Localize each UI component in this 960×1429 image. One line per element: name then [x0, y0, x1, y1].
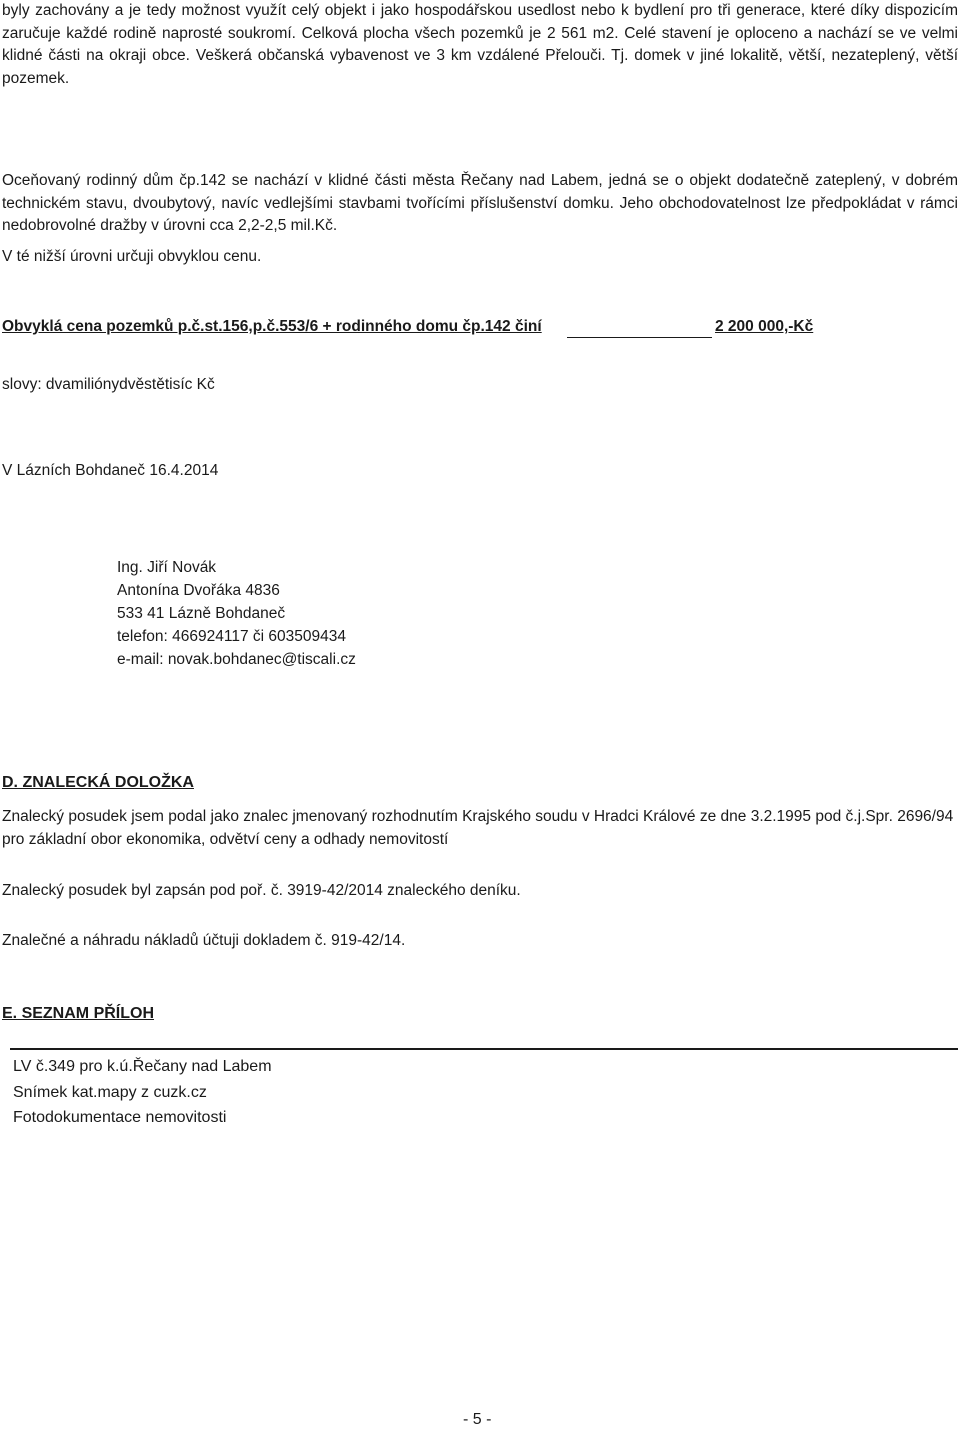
appraiser-phone: telefon: 466924117 či 603509434 — [117, 628, 346, 645]
price-label: Obvyklá cena pozemků p.č.st.156,p.č.553/6 + rodinného domu čp.142 činí — [2, 318, 542, 335]
section-d-body — [2, 806, 958, 851]
section-d-fees — [2, 930, 958, 953]
intro-section — [2, 0, 958, 90]
signature-block — [117, 556, 356, 671]
price-row — [2, 318, 832, 342]
intro-paragraph: byly zachovány a je tedy možnost využít celý objekt i jako hospodářskou usedlost nebo k bydlení pro tři generace, které díky dispozicím zaručuje každé rodině naprosté soukromí. Celková plocha všech pozemků je 2 561 m2. Celé stavení je oploceno a nachází se ve velmi klidné části na okraji obce. Veškerá občanská vybavenost ve 3 km vzdálené Přelouči. Tj. domek v jiné lokalitě, větší, nezateplený, větší pozemek. — [2, 2, 958, 87]
appraiser-name: Ing. Jiří Novák — [117, 559, 217, 576]
attachment-item: Fotodokumentace nemovitosti — [13, 1109, 227, 1126]
attachments-divider — [10, 1048, 958, 1050]
section-d-paragraph-1: Znalecký posudek jsem podal jako znalec jmenovaný rozhodnutím Krajského soudu v Hradci Králové ze dne 3.2.1995 pod č.j.Spr. 2696/94 pro základní obor ekonomika, odvětví ceny a odhady nemovitostí — [2, 808, 954, 848]
lower-level-statement: V té nižší úrovni určuji obvyklou cenu. — [2, 247, 262, 265]
place-date: V Lázních Bohdaneč 16.4.2014 — [2, 462, 219, 479]
price-in-words-block — [2, 374, 958, 397]
section-d-paragraph-2: Znalecký posudek byl zapsán pod poř. č. 3919-42/2014 znaleckého deníku. — [2, 882, 521, 899]
place-date-block — [2, 460, 958, 483]
attachment-item: Snímek kat.mapy z cuzk.cz — [13, 1083, 207, 1101]
appraiser-city: 533 41 Lázně Bohdaneč — [117, 605, 286, 622]
valuation-section — [2, 170, 958, 268]
section-e-heading: E. SEZNAM PŘÍLOH — [2, 1005, 155, 1022]
appraiser-email: e-mail: novak.bohdanec@tiscali.cz — [117, 651, 356, 668]
section-d-paragraph-3: Znalečné a náhradu nákladů účtuji dokladem č. 919-42/14. — [2, 932, 406, 949]
attachments-list — [13, 1054, 272, 1131]
section-d-registration — [2, 880, 958, 903]
attachment-item: LV č.349 pro k.ú.Řečany nad Labem — [13, 1058, 272, 1075]
price-in-words: slovy: dvamiliónydvěstětisíc Kč — [2, 376, 215, 393]
valuation-paragraph: Oceňovaný rodinný dům čp.142 se nachází v klidné části města Řečany nad Labem, jedná se o objekt dodatečně zateplený, v dobrém technickém stavu, dvoubytový, navíc vedlejšími stavbami tvořícími příslušenství domku. Jeho obchodovatelnost lze předpokládat v rámci nedobrovolné dražby v úrovni cca 2,2-2,5 mil.Kč. — [2, 172, 958, 234]
price-value: 2 200 000,-Kč — [715, 318, 814, 335]
appraiser-street: Antonína Dvořáka 4836 — [117, 582, 280, 599]
section-d-heading: D. ZNALECKÁ DOLOŽKA — [2, 774, 194, 791]
page-number: - 5 - — [463, 1411, 492, 1428]
price-leader-line — [567, 337, 712, 338]
